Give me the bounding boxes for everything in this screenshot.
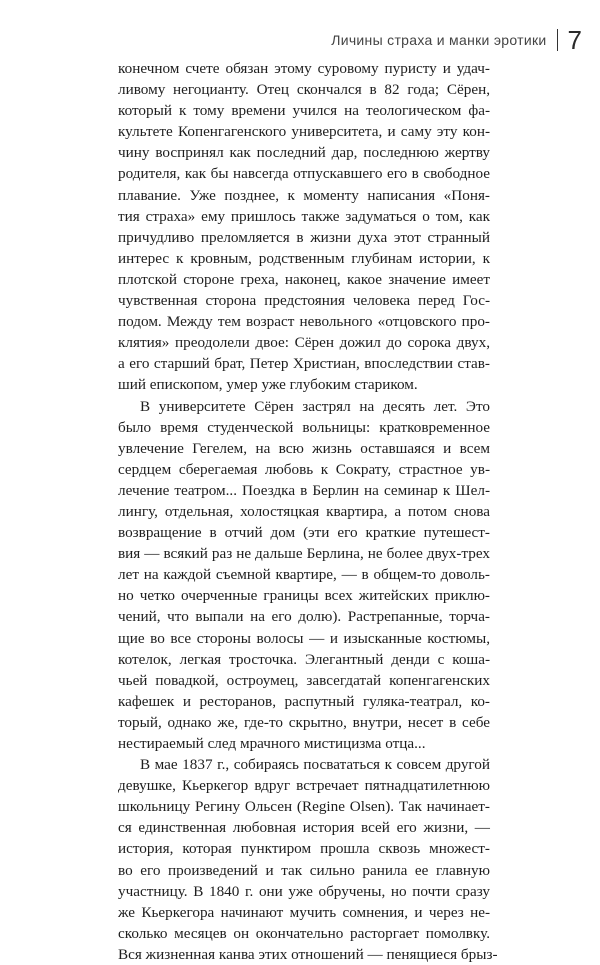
text-line: сердцем сберегаемая любовь к Сократу, страстное ув- — [118, 460, 490, 478]
text-line: лечение театром... Поездка в Берлин на семинар к Шел- — [118, 481, 490, 499]
text-line: родителя, как бы навсегда отпускавшего его в свободное — [118, 165, 490, 183]
text-line: возвращение в отчий дом (эти его краткие путешест- — [118, 524, 490, 542]
text-line: девушке, Кьеркегор вдруг встречает пятнадцатилетнюю — [118, 777, 490, 795]
text-line: история, которая пунктиром прошла сквозь множест- — [118, 840, 490, 858]
text-line: ливому негоцианту. Отец скончался в 82 года; Сёрен, — [118, 81, 490, 99]
text-line: культете Копенгагенского университета, и саму эту кон- — [118, 123, 490, 141]
text-line: интерес к кровным, родственным глубинам истории, к — [118, 249, 490, 267]
text-line: увлечение Гегелем, на всю жизнь оставшаяся и всем — [118, 439, 490, 457]
text-line: лет на каждой съемной квартире, — в общем-то доволь- — [118, 566, 490, 584]
text-line: Вся жизненная канва этих отношений — пенящиеся брыз- — [118, 945, 498, 963]
text-line: тия страха» ему пришлось также задуматься о том, как — [118, 207, 490, 225]
text-line: во его произведений и так сильно ранила ее главную — [118, 861, 490, 879]
text-line: который к тому времени учился на теологическом фа- — [118, 102, 490, 120]
text-line: ший епископом, умер уже глубоким стариком. — [118, 376, 418, 394]
text-line: торый, однако же, где-то скрытно, внутри, несет в себе — [118, 713, 490, 731]
text-line: а его старший брат, Петер Христиан, впоследствии став- — [118, 355, 490, 373]
page-number: 7 — [567, 24, 582, 55]
text-line: чений, что выпали на его долю). Растрепанные, торча- — [118, 608, 490, 626]
running-head-title: Личины страха и манки эротики — [331, 32, 547, 48]
text-line: котелок, легкая тросточка. Элегантный денди с коша- — [118, 650, 490, 668]
text-line: В мае 1837 г., собираясь посвататься к совсем другой — [140, 756, 490, 774]
text-line: чину воспринял как последний дар, последнюю жертву — [118, 144, 490, 162]
body-text — [118, 58, 498, 965]
text-line: конечном счете обязан этому суровому пуристу и удач- — [118, 60, 490, 77]
text-line: подом. Между тем возраст невольного «отцовского про- — [118, 313, 490, 331]
text-line: участницу. В 1840 г. они уже обручены, но почти сразу — [118, 882, 490, 900]
text-line: но четко очерченные границы всех житейских приклю- — [118, 587, 490, 605]
text-line: же Кьеркегора начинают мучить сомнения, и через не- — [118, 903, 490, 921]
text-line: чьей повадкой, остроумец, завсегдатай копенгагенских — [118, 671, 490, 689]
text-line: нестираемый след мрачного мистицизма отца... — [118, 735, 426, 752]
text-line: плавание. Уже позднее, к моменту написания «Поня- — [118, 186, 490, 204]
text-line: лингу, отдельная, холостяцкая квартира, а потом снова — [118, 502, 490, 520]
text-line: сколько месяцев он окончательно расторгает помолвку. — [118, 924, 490, 942]
text-line: В университете Сёрен застрял на десять лет. Это — [140, 397, 490, 415]
text-line: ся единственная любовная история всей его жизни, — — [118, 819, 490, 837]
text-line: кафешек и ресторанов, распутный гуляка-театрал, ко- — [118, 692, 490, 710]
text-line: щие во все стороны волосы — и изысканные костюмы, — [118, 629, 490, 647]
text-line: вия — всякий раз не дальше Берлина, не более двух-трех — [118, 545, 490, 563]
running-head-divider — [557, 29, 558, 51]
paragraph-2 — [118, 396, 490, 755]
text-line: клятия» преодолели двое: Сёрен дожил до сорока двух, — [118, 334, 490, 352]
running-head — [331, 20, 582, 60]
paragraph-1 — [118, 58, 490, 396]
paragraph-3 — [118, 754, 498, 965]
text-line: чувственная сторона предстояния человека перед Гос- — [118, 292, 490, 310]
text-line: было время студенческой вольницы: кратковременное — [118, 418, 490, 436]
text-line: плотской стороне греха, наконец, какое значение имеет — [118, 270, 490, 288]
text-line: причудливо преломляется в жизни духа этот странный — [118, 228, 490, 246]
text-line: школьницу Регину Ольсен (Regine Olsen). Так начинает- — [118, 798, 490, 816]
